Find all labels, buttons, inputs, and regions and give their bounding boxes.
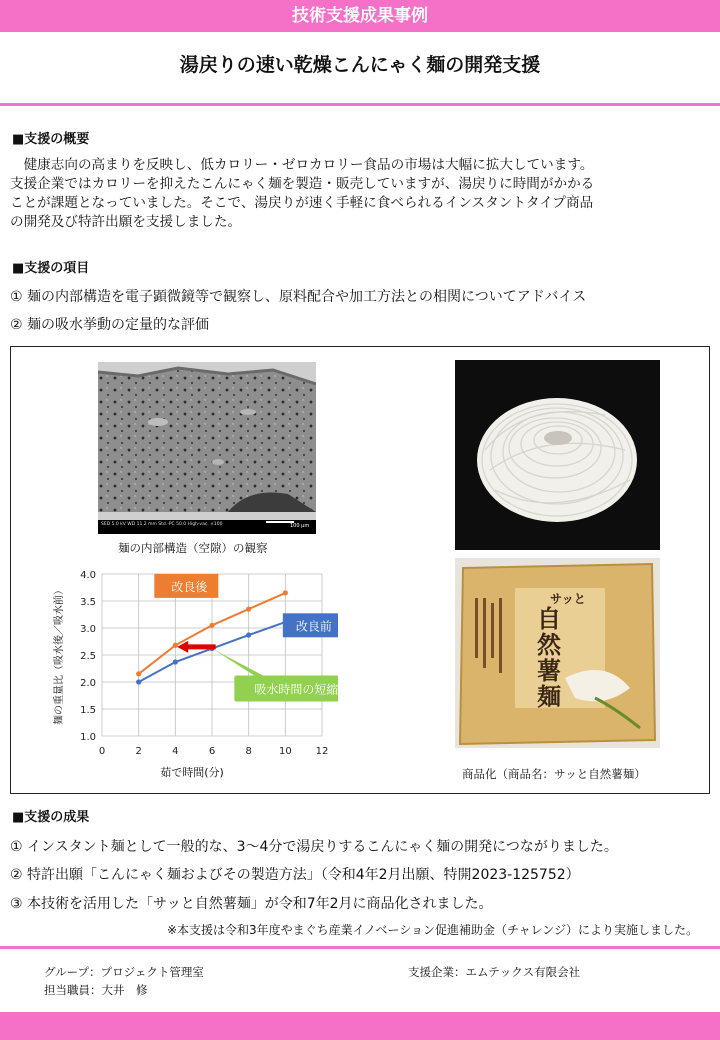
- overview-line: 健康志向の高まりを反映し、低カロリー・ゼロカロリー食品の市場は大幅に拡大しています。: [10, 157, 594, 173]
- annotation-label: 吸水時間の短縮: [254, 682, 338, 697]
- funding-note: ※本支援は令和3年度やまぐち産業イノベーション促進補助金（チャレンジ）により実施しました。: [166, 923, 698, 937]
- overview-heading: ■支援の概要: [12, 132, 90, 147]
- x-tick-label: 8: [245, 746, 252, 757]
- overview-line: 支援企業ではカロリーを抑えたこんにゃく麺を製造・販売していますが、湯戻りに時間がかかる: [10, 176, 595, 192]
- result-item: ② 特許出願「こんにゃく麺およびその製造方法」（令和4年2月出願、特開2023-125752）: [10, 867, 580, 883]
- y-tick-label: 1.0: [80, 732, 96, 743]
- sem-info: SED 5.0 kV WD 11.2 mm Std.-PC 50.0 High-vac. ×100: [101, 522, 223, 527]
- page-title: 湯戻りの速い乾燥こんにゃく麺の開発支援: [179, 54, 541, 76]
- divider: [0, 103, 720, 106]
- data-point: [246, 607, 251, 612]
- product-caption: 商品化（商品名：サッと自然薯麺）: [462, 767, 646, 781]
- bottom-bar: [0, 1012, 720, 1040]
- series-label: 改良後: [171, 579, 208, 594]
- sem-caption: 麺の内部構造（空隙）の観察: [118, 541, 268, 555]
- banner: 技術支援成果事例: [0, 0, 720, 32]
- y-tick-label: 2.5: [80, 651, 96, 662]
- y-tick-label: 4.0: [80, 570, 96, 581]
- x-tick-label: 12: [315, 746, 329, 757]
- annotation-pointer: [214, 650, 265, 677]
- x-tick-label: 6: [208, 746, 216, 757]
- data-point: [246, 632, 251, 637]
- result-item: ③ 本技術を活用した「サッと自然薯麺」が令和7年2月に商品化されました。: [10, 896, 493, 912]
- support-item: ① 麺の内部構造を電子顕微鏡等で観察し、原料配合や加工方法との相関についてアドバイス: [10, 289, 587, 305]
- footer-staff: 担当職員：大井 修: [44, 983, 148, 997]
- package-brand-big: 自然薯麺: [537, 605, 561, 711]
- package-photo: [455, 558, 660, 748]
- series-label: 改良前: [295, 619, 332, 634]
- data-point: [283, 590, 288, 595]
- water-absorption-chart: [48, 562, 338, 792]
- data-point: [136, 679, 141, 684]
- data-point: [173, 643, 178, 648]
- package-brand-small: サッと: [550, 592, 586, 606]
- data-point: [136, 671, 141, 676]
- x-tick-label: 2: [135, 746, 142, 757]
- y-tick-label: 2.0: [80, 678, 96, 689]
- overview-line: ことが課題となっていました。そこで、湯戻りが速く手軽に食べられるインスタントタイプ商品: [10, 195, 594, 211]
- support-item: ② 麺の吸水挙動の定量的な評価: [10, 317, 210, 333]
- y-tick-label: 3.0: [80, 624, 96, 635]
- footer-company: 支援企業：エムテックス有限会社: [408, 965, 581, 979]
- y-tick-label: 3.5: [80, 597, 96, 608]
- divider: [0, 946, 720, 949]
- overview-text: [10, 156, 710, 232]
- results-heading: ■支援の成果: [12, 810, 90, 825]
- x-axis-label: 茹で時間(分): [160, 766, 224, 779]
- data-point: [209, 623, 214, 628]
- result-item: ① インスタント麺として一般的な、3～4分で湯戻りするこんにゃく麺の開発につながりました。: [10, 839, 618, 855]
- x-tick-label: 10: [278, 746, 292, 757]
- x-tick-label: 4: [172, 746, 179, 757]
- footer-group: グループ：プロジェクト管理室: [44, 965, 204, 979]
- x-tick-label: 0: [98, 746, 106, 757]
- y-tick-label: 1.5: [80, 705, 96, 716]
- sem-image: [98, 362, 316, 534]
- noodle-photo: [455, 360, 660, 550]
- data-point: [173, 659, 178, 664]
- scale-label: 100 μm: [290, 523, 310, 529]
- y-axis-label: 麺の重量比（吸水後／吸水前）: [54, 585, 65, 725]
- items-heading: ■支援の項目: [12, 261, 90, 276]
- overview-line: の開発及び特許出願を支援しました。: [10, 214, 242, 230]
